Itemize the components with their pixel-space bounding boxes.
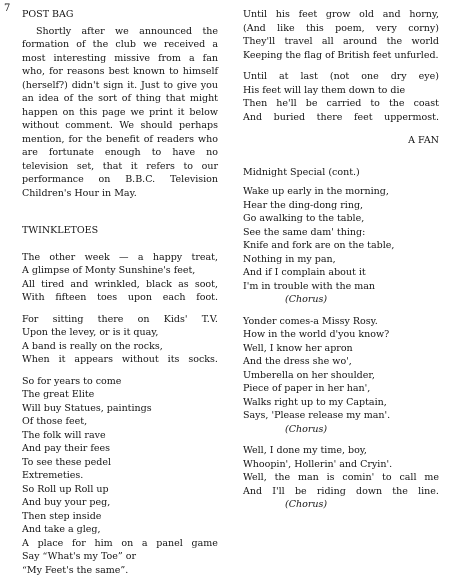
song-line: And the dress she wo', — [243, 356, 352, 367]
poem-line: And pay their fees — [22, 443, 111, 454]
poem-line: All tired and wrinkled, black as soot, — [22, 278, 218, 290]
song-line: See the same dam' thing: — [243, 226, 366, 238]
poem-line: Upon the levey, or is it quay, — [22, 327, 159, 338]
song-line: Go awalking to the table, — [243, 213, 365, 224]
poem-line: A place for him on a panel game — [22, 537, 218, 549]
song-line: Hear the ding-dong ring, — [243, 199, 364, 211]
song-line: Umberella on her shoulder, — [243, 369, 375, 381]
poem-line: And take a gleg, — [22, 524, 101, 535]
poem-line: Then step inside — [22, 510, 102, 522]
postbag-paragraph: Shortly after we announced the formation of the club we received a most interesting missive from a fan who, for reasons best known to himself (herself?) didn't sign it. Just to give you an idea of the sort of thing that might happen on this page we print it below without comment. We should perhaps mention, for the benefit of readers who are fortunate enough to have no television set, that it refers to our performance on B.B.C. Television Children's Hour in May. — [22, 25, 218, 199]
song-line: Walks right up to my Captain, — [243, 396, 387, 408]
poem-line: And buried there feet uppermost. — [243, 111, 439, 123]
song-verse-1 — [243, 185, 439, 307]
song-line: Knife and fork are on the table, — [243, 240, 395, 251]
poem-line: When it appears without its socks. — [22, 354, 218, 365]
poem-line: Until his feet grow old and horny, — [243, 9, 439, 20]
poem-line: Then he'll be carried to the coast — [243, 98, 439, 109]
poem-stanza-4 — [243, 8, 439, 62]
song-line: Well, the man is comin' to call me — [243, 472, 439, 483]
poem-stanza-1 — [22, 251, 218, 305]
poem-stanza-5 — [243, 70, 439, 124]
song-line: Yonder comes-a Missy Rosy. — [243, 315, 378, 327]
poem-line: His feet will lay them down to die — [243, 84, 406, 96]
poem-stanza-3 — [22, 375, 218, 578]
poem-stanza-2 — [22, 313, 218, 367]
song-line: Well, I know her apron — [243, 342, 353, 354]
song-line: Wake up early in the morning, — [243, 186, 389, 197]
poem-line: To see these pedel — [22, 456, 111, 468]
song-line: Well, I done my time, boy, — [243, 445, 367, 456]
poem-line: Of those feet, — [22, 416, 88, 427]
poem-line: (And like this poem, very corny) — [243, 22, 439, 34]
poem-line: The other week — a happy treat, — [22, 251, 218, 263]
left-column — [22, 8, 218, 585]
poem-line: Keeping the flag of British feet unfurled. — [243, 49, 439, 61]
poem-line: Will buy Statues, paintings — [22, 402, 152, 414]
chorus-label: (Chorus) — [285, 294, 328, 305]
postbag-heading: POST BAG — [22, 9, 74, 20]
twinkletoes-heading: TWINKLETOES — [22, 225, 99, 236]
song-line: Says, 'Please release my man'. — [243, 410, 391, 421]
right-column — [243, 8, 439, 520]
poem-line: The great Elite — [22, 389, 95, 400]
song-line: And I'll be riding down the line. — [243, 485, 439, 497]
song-line: Whoopin', Hollerin' and Cryin'. — [243, 458, 393, 470]
poem-line: And buy your peg, — [22, 497, 111, 508]
poem-line: They'll travel all around the world — [243, 36, 439, 47]
song-line: Nothing in my pan, — [243, 253, 336, 265]
poem-line: A band is really on the rocks, — [22, 340, 163, 352]
poem-line: Until at last (not one dry eye) — [243, 71, 439, 82]
song-line: Piece of paper in her han', — [243, 383, 371, 394]
song-verse-2 — [243, 315, 439, 437]
signature: A FAN — [408, 135, 439, 146]
poem-line: For sitting there on Kids' T.V. — [22, 313, 218, 325]
song-line: And if I complain about it — [243, 267, 366, 278]
poem-line: A glimpse of Monty Sunshine's feet, — [22, 265, 196, 276]
poem-line: So for years to come — [22, 375, 122, 387]
poem-line: With fifteen toes upon each foot. — [22, 292, 218, 303]
poem-line: So Roll up Roll up — [22, 483, 109, 495]
chorus-label: (Chorus) — [285, 423, 328, 435]
poem-line: “My Feet's the same”. — [22, 564, 129, 576]
poem-line: Say “What's my Toe” or — [22, 551, 137, 562]
poem-line: The folk will rave — [22, 429, 106, 441]
midnight-special-heading: Midnight Special (cont.) — [243, 166, 360, 178]
song-verse-3 — [243, 444, 439, 512]
song-line: I'm in trouble with the man — [243, 280, 376, 292]
song-line: How in the world d'you know? — [243, 329, 390, 340]
poem-line: Extremeties. — [22, 470, 84, 481]
chorus-label: (Chorus) — [285, 499, 328, 510]
page-number: 7 — [4, 3, 11, 14]
